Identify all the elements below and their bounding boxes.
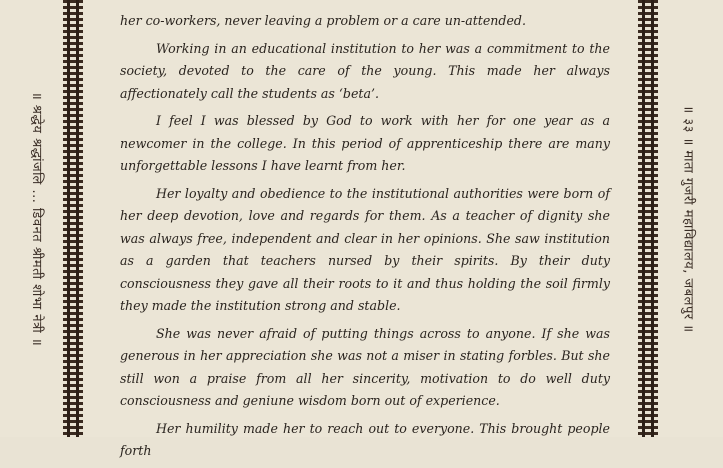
paragraph-6: Her humility made her to reach out to everyone. This brought people forth	[120, 420, 610, 458]
paragraph-2: Working in an educational institution to her was a commitment to the society, devoted to the care of the young. This made her always affectionately call the students as ‘beta’.	[120, 40, 610, 101]
left-margin-caption	[18, 0, 58, 437]
paragraph-5: She was never afraid of putting things across to anyone. If she was generous in her appreciation she was not a miser in stating forbles. But she still won a praise from all her sincerity, motivation to do well duty consciousness and geniune wisdom born out of experience.	[120, 325, 610, 408]
paragraph-1: her co-workers, never leaving a problem or a care un-attended.	[120, 13, 526, 28]
paragraph-4: Her loyalty and obedience to the institutional authorities were born of her deep devotion, love and regards for them. As a teacher of dignity she was always free, independent and clear in her opinions. She saw institution as a garden that teachers nursed by their spirits. By their duty consciousness they gave all their roots to it and thus holding the soil firmly they made the institution strong and stable.	[120, 185, 610, 313]
left-decorative-border	[63, 0, 83, 437]
right-margin-caption	[670, 0, 710, 437]
right-margin-text: ॥ ३३ ॥ माता गुजरी महाविद्यालय, जबलपुर ॥	[681, 104, 696, 333]
right-decorative-border	[638, 0, 658, 437]
left-margin-text: ॥ श्रद्धेय श्रद्धांजलि ... डिवनत श्रीमती शोभा नेत्री ॥	[29, 91, 44, 346]
page-body	[120, 10, 610, 468]
paragraph-3: I feel I was blessed by God to work with her for one year as a newcomer in the college. In this period of apprenticeship there are many unforgettable lessons I have learnt from her.	[120, 113, 610, 173]
